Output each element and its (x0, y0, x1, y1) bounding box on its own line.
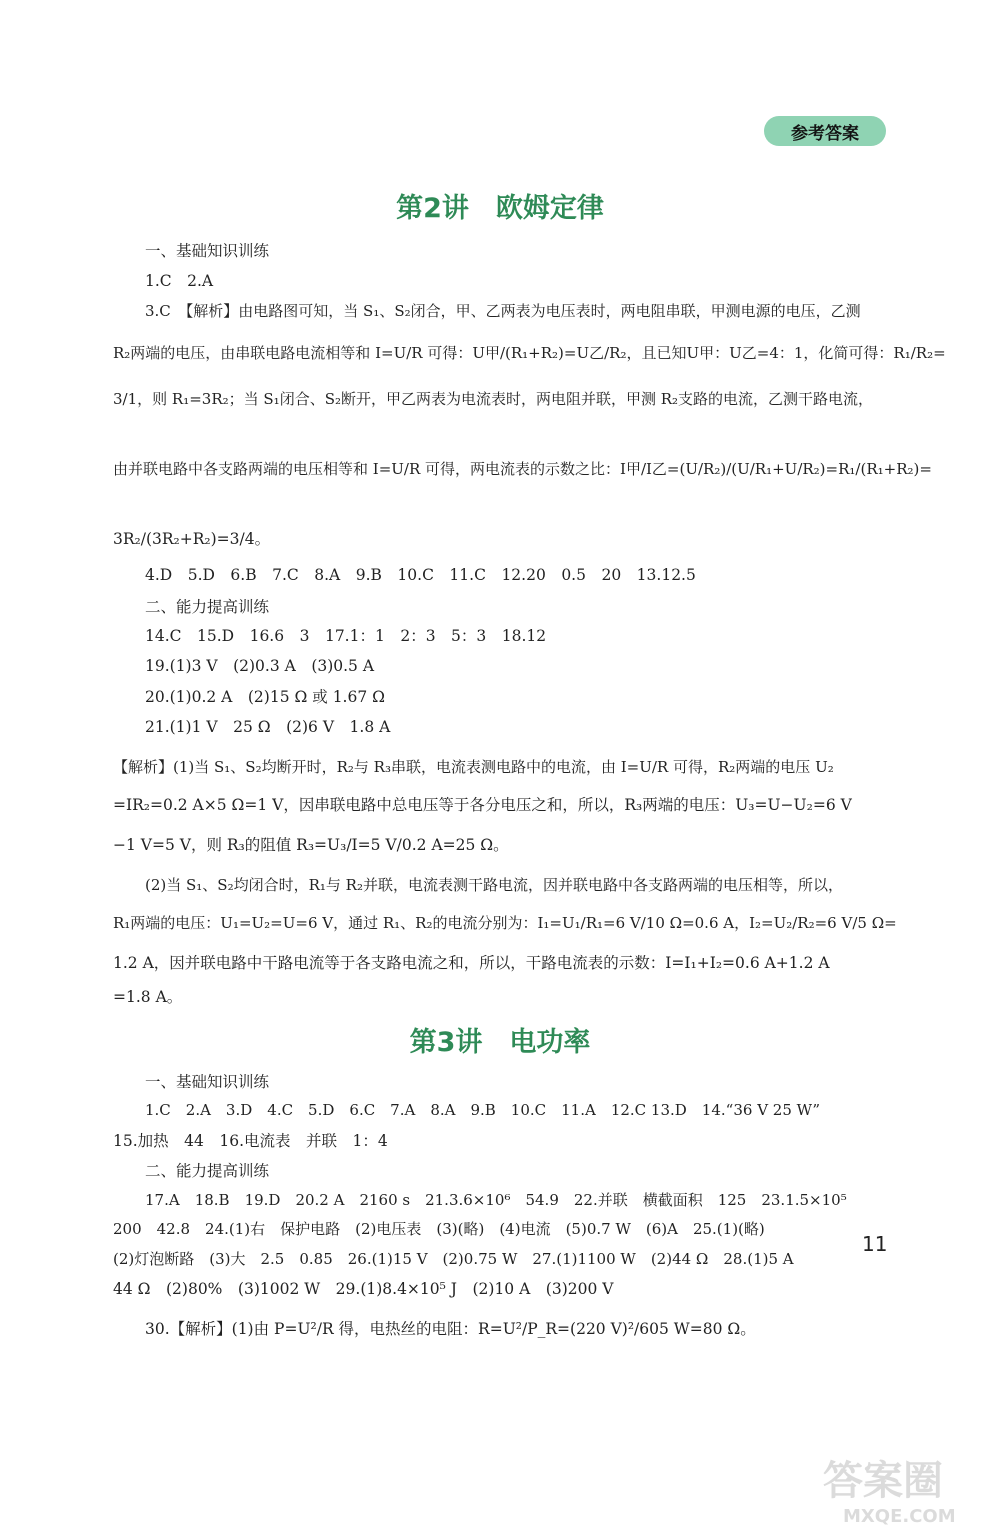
l2-explain-21-line1: 【解析】(1)当 S₁、S₂均断开时，R₂与 R₃串联，电流表测电路中的电流，由 I=U/R 可得，R₂两端的电压 U₂ (113, 758, 834, 776)
l2-explain-3-line5: 3R₂/(3R₂+R₂)=3/4。 (113, 530, 271, 548)
l2-explain-3-line3: 3/1，则 R₁=3R₂；当 S₁闭合、S₂断开，甲乙两表为电流表时，两电阻并联，甲测 R₂支路的电流，乙测干路电流， (113, 390, 874, 408)
l2-answers-14-18: 14.C 15.D 16.6 3 17.1：1 2：3 5：3 18.12 (145, 627, 547, 645)
l2-explain-3-line1: 3.C 【解析】由电路图可知，当 S₁、S₂闭合，甲、乙两表为电压表时，两电阻串联，甲测电源的电压，乙测 (145, 302, 861, 320)
lecture-3-title: 第3讲 电功率 (409, 1027, 591, 1058)
l3-answers-25-28: (2)灯泡断路 (3)大 2.5 0.85 26.(1)15 V (2)0.75 W 27.(1)1100 W (2)44 Ω 28.(1)5 A (113, 1250, 794, 1268)
l3-answers-15-16: 15.加热 44 16.电流表 并联 1：4 (113, 1132, 388, 1150)
l2-answers-4-13: 4.D 5.D 6.B 7.C 8.A 9.B 10.C 11.C 12.20 0.5 20 13.12.5 (145, 566, 696, 584)
lecture-2-title: 第2讲 欧姆定律 (396, 193, 604, 224)
l2-explain-3-line2: R₂两端的电压，由串联电路电流相等和 I=U/R 可得：U甲/(R₁+R₂)=U乙/R₂，且已知U甲：U乙=4：1，化简可得：R₁/R₂= (113, 344, 946, 362)
svg-text:MXQE.COM: MXQE.COM (843, 1506, 956, 1527)
page-number: 11 (862, 1232, 888, 1256)
l2-section-advanced: 二、能力提高训练 (145, 598, 270, 616)
l2-explain-21-line4: (2)当 S₁、S₂均闭合时，R₁与 R₂并联，电流表测干路电流，因并联电路中各支路两端的电压相等，所以， (145, 876, 843, 894)
l3-section-basic: 一、基础知识训练 (145, 1073, 270, 1091)
l2-explain-21-line3: −1 V=5 V，则 R₃的阻值 R₃=U₃/I=5 V/0.2 A=25 Ω。 (113, 836, 509, 854)
l2-answer-21: 21.(1)1 V 25 Ω (2)6 V 1.8 A (145, 718, 391, 736)
l3-answers-1-14: 1.C 2.A 3.D 4.C 5.D 6.C 7.A 8.A 9.B 10.C 11.A 12.C 13.D 14.“36 V 25 W” (145, 1101, 821, 1119)
l3-answers-17-23: 17.A 18.B 19.D 20.2 A 2160 s 21.3.6×10⁶ 54.9 22.并联 横截面积 125 23.1.5×10⁵ (145, 1191, 847, 1209)
watermark-logo (815, 1448, 995, 1528)
l2-answer-20: 20.(1)0.2 A (2)15 Ω 或 1.67 Ω (145, 688, 385, 706)
l3-section-advanced: 二、能力提高训练 (145, 1162, 270, 1180)
svg-text:答案圈: 答案圈 (823, 1458, 943, 1504)
l2-explain-21-line7: =1.8 A。 (113, 988, 183, 1006)
l3-answers-23-25: 200 42.8 24.(1)右 保护电路 (2)电压表 (3)(略) (4)电流 (5)0.7 W (6)A 25.(1)(略) (113, 1220, 765, 1238)
l3-explain-30: 30.【解析】(1)由 P=U²/R 得，电热丝的电阻：R=U²/P_R=(220 V)²/605 W=80 Ω。 (145, 1320, 756, 1338)
l2-answers-1: 1.C 2.A (145, 272, 214, 290)
l2-section-basic: 一、基础知识训练 (145, 242, 270, 260)
l2-explain-21-line5: R₁两端的电压：U₁=U₂=U=6 V，通过 R₁、R₂的电流分别为：I₁=U₁/R₁=6 V/10 Ω=0.6 A，I₂=U₂/R₂=6 V/5 Ω= (113, 914, 897, 932)
l2-explain-3-line4: 由并联电路中各支路两端的电压相等和 I=U/R 可得，两电流表的示数之比：I甲/I乙=(U/R₂)/(U/R₁+U/R₂)=R₁/(R₁+R₂)= (113, 460, 932, 478)
l3-answers-28-29: 44 Ω (2)80% (3)1002 W 29.(1)8.4×10⁵ J (2)10 A (3)200 V (113, 1280, 614, 1298)
l2-explain-21-line2: =IR₂=0.2 A×5 Ω=1 V，因串联电路中总电压等于各分电压之和，所以，R₃两端的电压：U₃=U−U₂=6 V (113, 796, 852, 814)
l2-explain-21-line6: 1.2 A，因并联电路中干路电流等于各支路电流之和，所以，干路电流表的示数：I=I₁+I₂=0.6 A+1.2 A (113, 954, 830, 972)
answer-key-badge: 参考答案 (764, 116, 886, 146)
l2-answer-19: 19.(1)3 V (2)0.3 A (3)0.5 A (145, 657, 375, 675)
